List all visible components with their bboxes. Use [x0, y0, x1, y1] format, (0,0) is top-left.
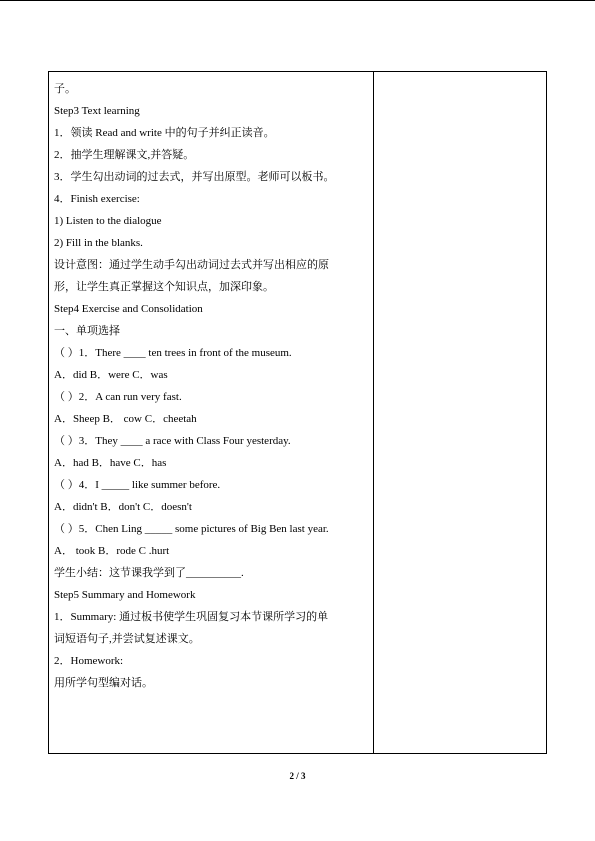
- section-heading: 一、单项选择: [54, 325, 120, 337]
- text-line: 2．抽学生理解课文,并答疑。: [54, 149, 195, 161]
- text-line: 子。: [54, 83, 76, 95]
- design-intent-line: 形，让学生真正掌握这个知识点，加深印象。: [54, 281, 274, 293]
- text-line: 2) Fill in the blanks.: [54, 237, 143, 249]
- text-line: 1．Summary: 通过板书使学生巩固复习本节课所学习的单: [54, 611, 329, 623]
- question-line: （ ）4．I _____ like summer before.: [54, 479, 221, 491]
- step-heading: Step4 Exercise and Consolidation: [54, 303, 203, 315]
- notes-cell: [374, 72, 546, 753]
- text-line: 1) Listen to the dialogue: [54, 215, 162, 227]
- question-line: （ ）1．There ____ ten trees in front of the museum.: [54, 347, 292, 359]
- question-line: （ ）5．Chen Ling _____ some pictures of Big Ben last year.: [54, 523, 329, 535]
- question-line: （ ）2．A can run very fast.: [54, 391, 182, 403]
- options-line: A．did B．were C．was: [54, 369, 168, 381]
- options-line: A．Sheep B． cow C．cheetah: [54, 413, 197, 425]
- question-line: （ ）3．They ____ a race with Class Four yesterday.: [54, 435, 291, 447]
- options-line: A．didn't B．don't C．doesn't: [54, 501, 192, 513]
- summary-line: 学生小结：这节课我学到了__________.: [54, 567, 244, 579]
- teaching-steps-cell: [49, 72, 373, 753]
- text-line: 词短语句子,并尝试复述课文。: [54, 633, 200, 645]
- options-line: A． took B．rode C .hurt: [54, 545, 170, 557]
- text-line: 2．Homework:: [54, 655, 124, 667]
- text-line: 4．Finish exercise:: [54, 193, 140, 205]
- text-line: 3．学生勾出动词的过去式，并写出原型。老师可以板书。: [54, 171, 335, 183]
- text-line: 1．领读 Read and write 中的句子并纠正读音。: [54, 127, 275, 139]
- page-top-rule: [0, 0, 595, 1]
- step-heading: Step3 Text learning: [54, 105, 140, 117]
- text-line: 用所学句型编对话。: [54, 677, 153, 689]
- options-line: A．had B．have C．has: [54, 457, 167, 469]
- step-heading: Step5 Summary and Homework: [54, 589, 196, 601]
- page-number: 2 / 3: [289, 771, 306, 781]
- design-intent-line: 设计意图：通过学生动手勾出动词过去式并写出相应的原: [54, 259, 329, 271]
- lesson-plan-table: [48, 71, 547, 754]
